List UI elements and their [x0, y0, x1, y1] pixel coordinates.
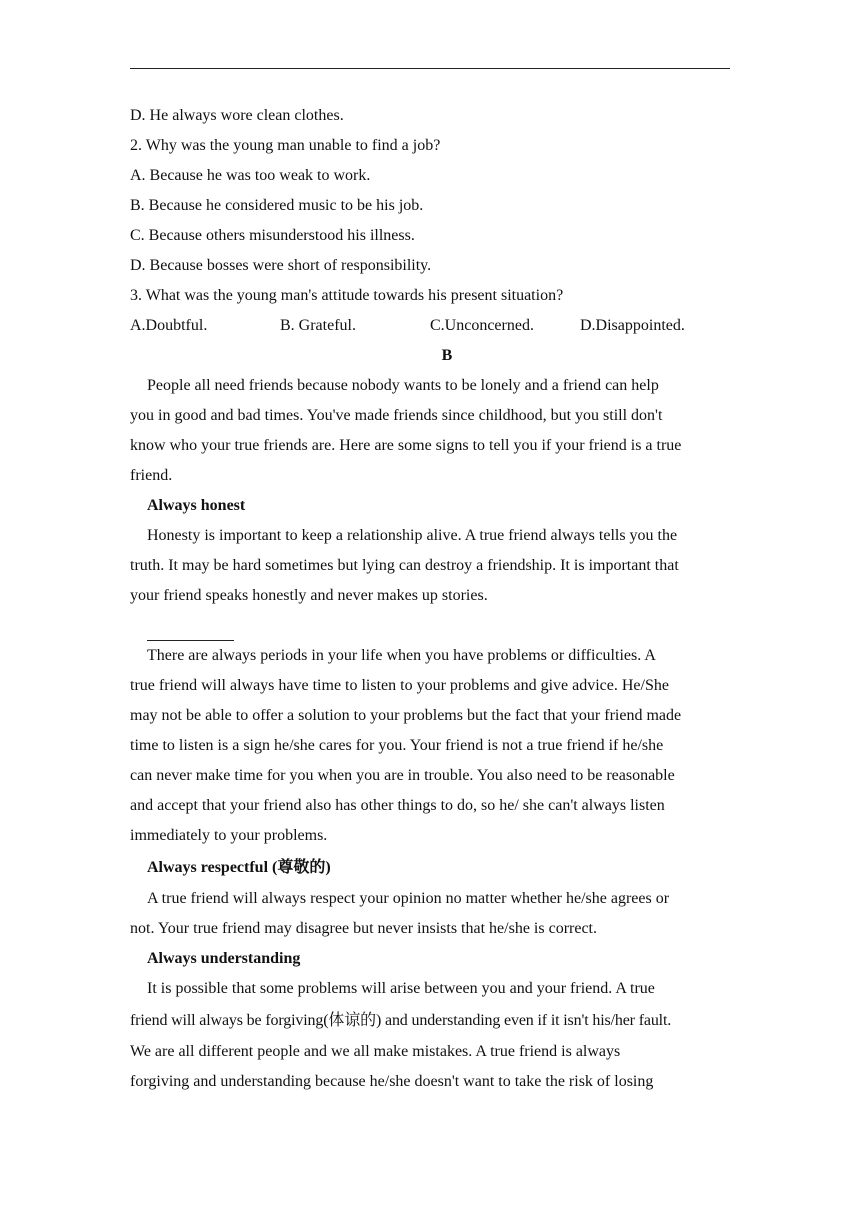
intro-line: friend.: [130, 467, 173, 484]
respectful-line: A true friend will always respect your opinion no matter whether he/she agrees or: [147, 890, 670, 907]
q2-option-a: A. Because he was too weak to work.: [130, 167, 371, 184]
listening-line: true friend will always have time to listen to your problems and give advice. He/She: [130, 677, 669, 694]
listening-line: and accept that your friend also has other things to do, so he/ she can't always listen: [130, 797, 665, 814]
q3-question: 3. What was the young man's attitude towards his present situation?: [130, 287, 564, 304]
q3-option-c: C.Unconcerned.: [430, 317, 534, 334]
honest-line: your friend speaks honestly and never makes up stories.: [130, 587, 488, 604]
q3-options: [130, 311, 734, 341]
q2-option-d: D. Because bosses were short of responsibility.: [130, 257, 432, 274]
listening-line: time to listen is a sign he/she cares for you. Your friend is not a true friend if he/she: [130, 737, 664, 754]
understanding-line: It is possible that some problems will arise between you and your friend. A true: [147, 980, 655, 997]
q3-option-d: D.Disappointed.: [580, 317, 685, 334]
q2-option-c: C. Because others misunderstood his illness.: [130, 227, 415, 244]
intro-line: you in good and bad times. You've made friends since childhood, but you still don't: [130, 407, 663, 424]
honest-line: Honesty is important to keep a relationship alive. A true friend always tells you the: [147, 527, 678, 544]
respectful-line: not. Your true friend may disagree but never insists that he/she is correct.: [130, 920, 597, 937]
q3-option-b: B. Grateful.: [280, 317, 356, 334]
q2-question: 2. Why was the young man unable to find a job?: [130, 137, 441, 154]
listening-line: immediately to your problems.: [130, 827, 328, 844]
blank-underline: [147, 640, 234, 641]
section-heading: B: [441, 347, 453, 364]
understanding-line: We are all different people and we all make mistakes. A true friend is always: [130, 1043, 621, 1060]
subheading-respectful: Always respectful (尊敬的): [147, 859, 331, 876]
intro-line: People all need friends because nobody wants to be lonely and a friend can help: [147, 377, 659, 394]
listening-line: may not be able to offer a solution to your problems but the fact that your friend made: [130, 707, 682, 724]
subheading-understanding: Always understanding: [147, 950, 301, 967]
q3-option-a: A.Doubtful.: [130, 317, 208, 334]
subheading-honest: Always honest: [147, 497, 246, 514]
document-page: [130, 101, 734, 1097]
header-rule: [130, 68, 730, 69]
answer-blank: [130, 611, 734, 641]
listening-line: can never make time for you when you are in trouble. You also need to be reasonable: [130, 767, 675, 784]
honest-line: truth. It may be hard sometimes but lying can destroy a friendship. It is important that: [130, 557, 679, 574]
listening-line: There are always periods in your life when you have problems or difficulties. A: [147, 647, 656, 664]
understanding-line: forgiving and understanding because he/she doesn't want to take the risk of losing: [130, 1073, 654, 1090]
q1-option-d: D. He always wore clean clothes.: [130, 107, 344, 124]
intro-line: know who your true friends are. Here are some signs to tell you if your friend is a true: [130, 437, 682, 454]
understanding-line: friend will always be forgiving(体谅的) and understanding even if it isn't his/her fault.: [130, 1012, 672, 1029]
q2-option-b: B. Because he considered music to be his job.: [130, 197, 424, 214]
